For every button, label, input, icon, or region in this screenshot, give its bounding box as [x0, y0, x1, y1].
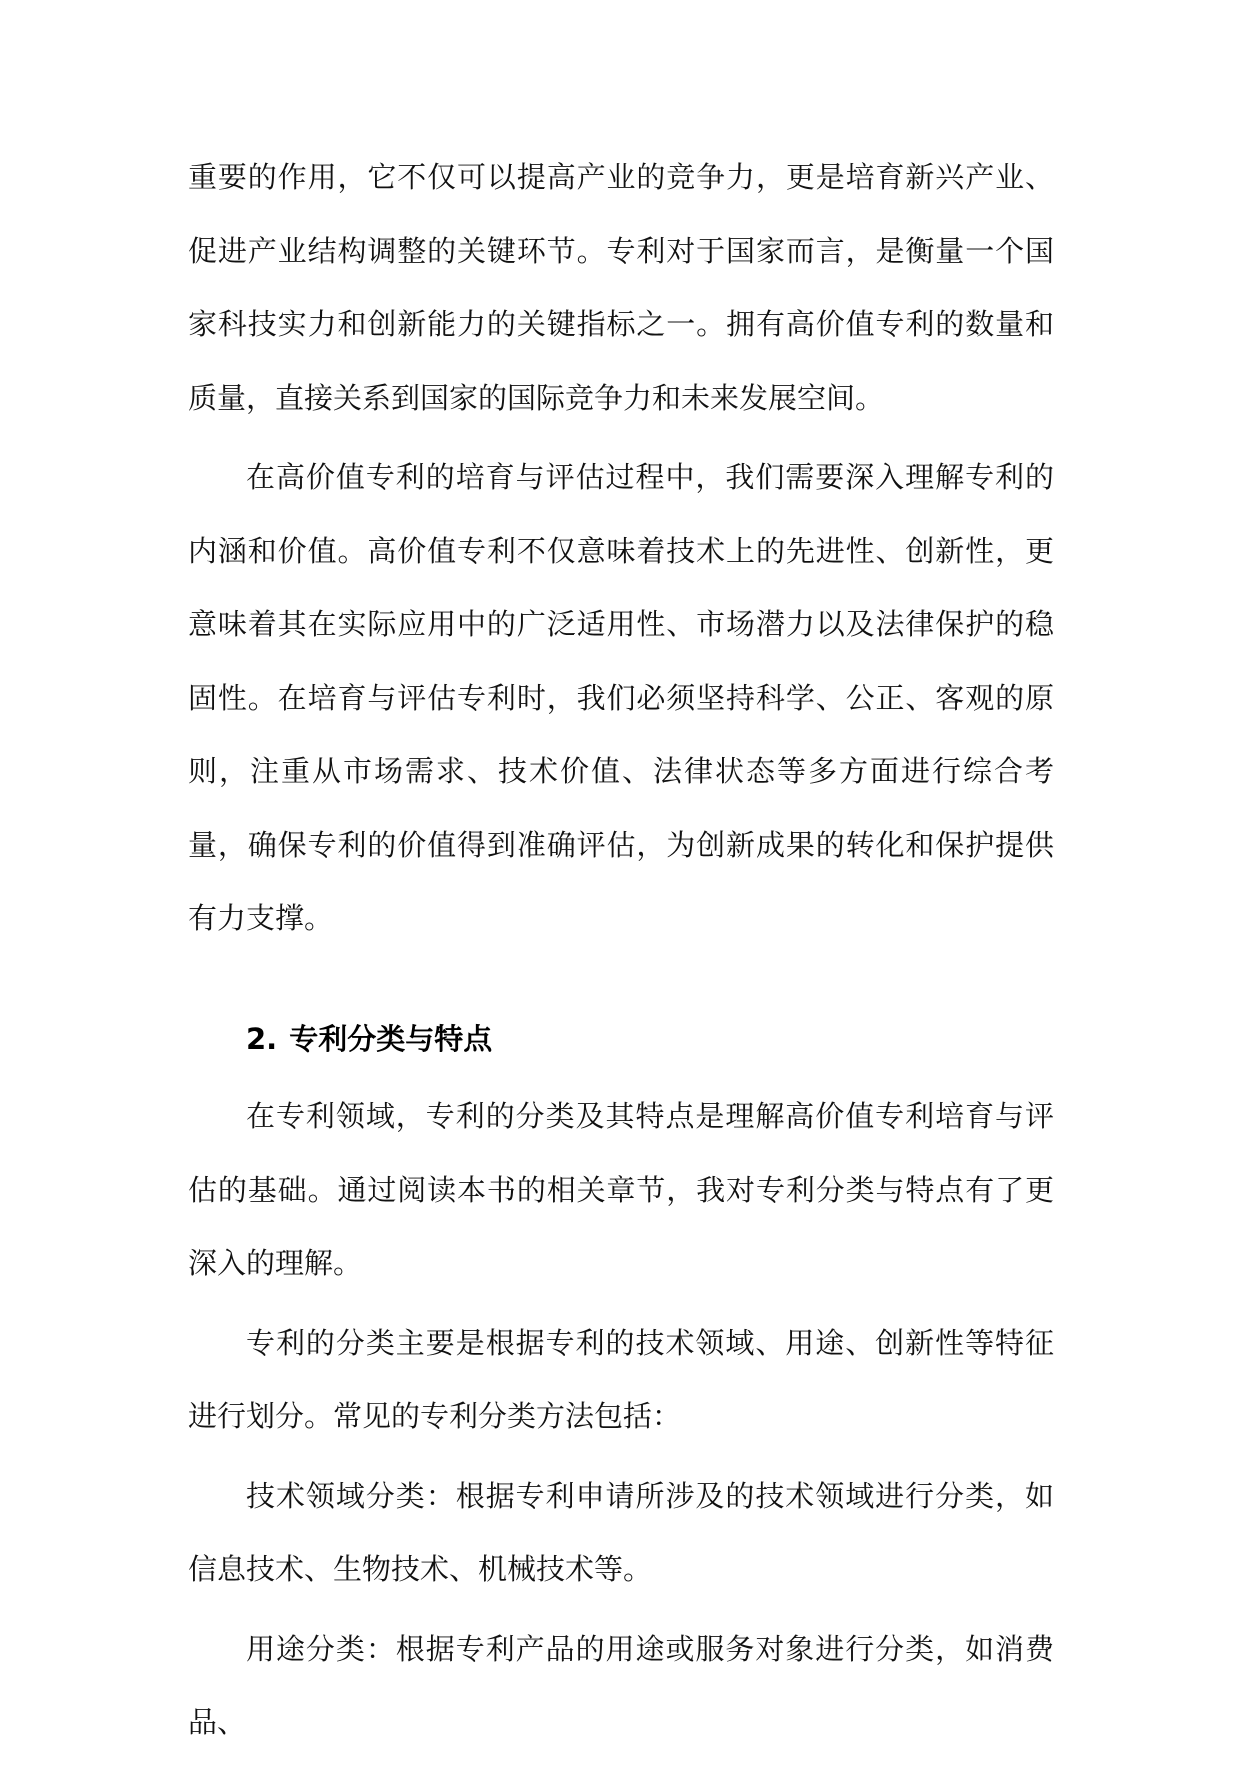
- paragraph-national-importance: 重要的作用，它不仅可以提高产业的竞争力，更是培育新兴产业、促进产业结构调整的关键环节。专利对于国家而言，是衡量一个国家科技实力和创新能力的关键指标之一。拥有高价值专利的数量和质量，直接关系到国家的国际竞争力和未来发展空间。: [188, 160, 1054, 415]
- paragraph-usage-classification: 用途分类：根据专利产品的用途或服务对象进行分类，如消费品、: [188, 1631, 1054, 1739]
- paragraph-cultivation-evaluation: 在高价值专利的培育与评估过程中，我们需要深入理解专利的内涵和价值。高价值专利不仅意味着技术上的先进性、创新性，更意味着其在实际应用中的广泛适用性、市场潜力以及法律保护的稳固性。在培育与评估专利时，我们必须坚持科学、公正、客观的原则，注重从市场需求、技术价值、法律状态等多方面进行综合考量，确保专利的价值得到准确评估，为创新成果的转化和保护提供有力支撑。: [188, 460, 1054, 935]
- section-heading: [188, 1003, 1054, 1077]
- paragraph-technical-field-classification: 技术领域分类：根据专利申请所涉及的技术领域进行分类，如信息技术、生物技术、机械技术等。: [188, 1478, 1054, 1586]
- document-body: [188, 141, 1054, 1766]
- section-number: 2.: [246, 1021, 278, 1056]
- section-title: 专利分类与特点: [289, 1021, 493, 1056]
- paragraph-classification-intro: 在专利领域，专利的分类及其特点是理解高价值专利培育与评估的基础。通过阅读本书的相关章节，我对专利分类与特点有了更深入的理解。: [188, 1099, 1054, 1280]
- paragraph-classification-methods: 专利的分类主要是根据专利的技术领域、用途、创新性等特征进行划分。常见的专利分类方法包括：: [188, 1325, 1054, 1433]
